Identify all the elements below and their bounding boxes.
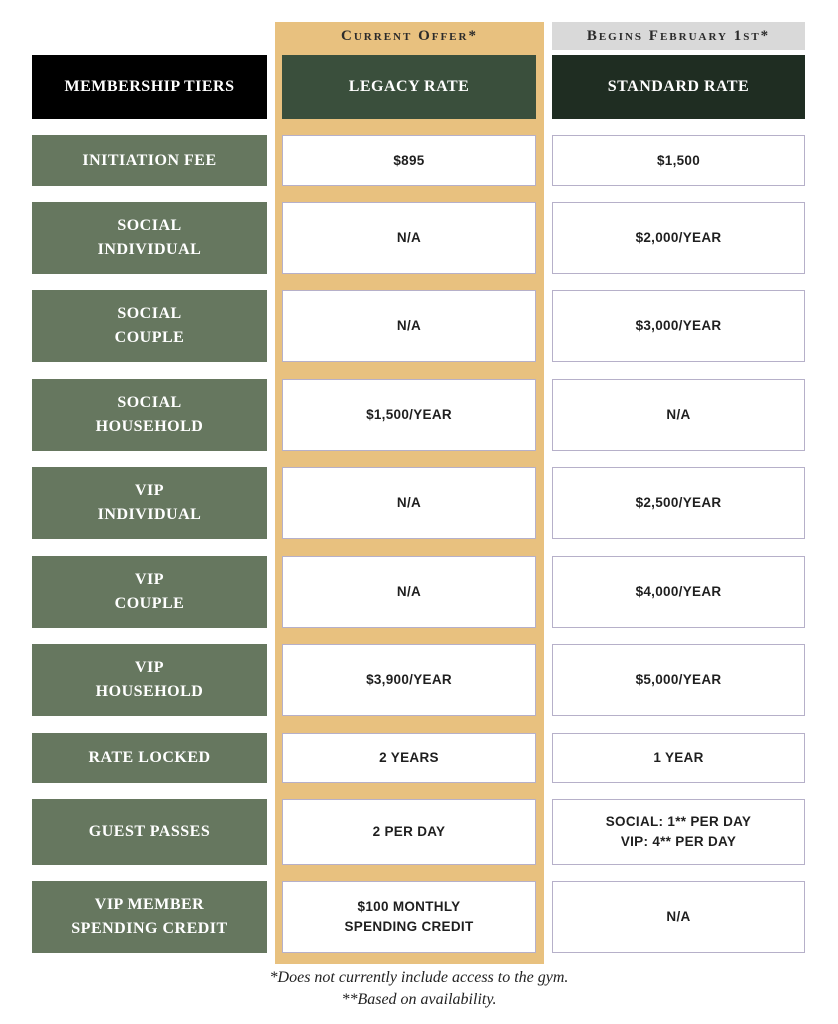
tier-cell: VIP MEMBER SPENDING CREDIT [32, 881, 267, 953]
standard-rate-header: STANDARD RATE [552, 55, 805, 119]
standard-value: N/A [552, 881, 805, 953]
standard-value: $5,000/YEAR [552, 644, 805, 716]
legacy-value: $3,900/YEAR [282, 644, 536, 716]
legacy-value: N/A [282, 467, 536, 539]
legacy-value: $895 [282, 135, 536, 186]
standard-value: 1 YEAR [552, 733, 805, 783]
standard-value: $3,000/YEAR [552, 290, 805, 362]
standard-value: $4,000/YEAR [552, 556, 805, 628]
tier-cell: GUEST PASSES [32, 799, 267, 865]
legacy-value: N/A [282, 556, 536, 628]
standard-value: $1,500 [552, 135, 805, 186]
footnote-gym: *Does not currently include access to the gym. [269, 969, 569, 986]
legacy-value: N/A [282, 290, 536, 362]
standard-value: $2,500/YEAR [552, 467, 805, 539]
footnote-availability: **Based on availability. [341, 991, 497, 1008]
legacy-value: $1,500/YEAR [282, 379, 536, 451]
legacy-value: 2 YEARS [282, 733, 536, 783]
legacy-rate-header: LEGACY RATE [282, 55, 536, 119]
tier-cell: INITIATION FEE [32, 135, 267, 186]
standard-value: $2,000/YEAR [552, 202, 805, 274]
legacy-value: $100 MONTHLY SPENDING CREDIT [282, 881, 536, 953]
tier-cell: VIP INDIVIDUAL [32, 467, 267, 539]
membership-tiers-header: MEMBERSHIP TIERS [32, 55, 267, 119]
tier-cell: SOCIAL INDIVIDUAL [32, 202, 267, 274]
standard-value: SOCIAL: 1** PER DAY VIP: 4** PER DAY [552, 799, 805, 865]
begins-label: Begins February 1st* [552, 22, 805, 50]
standard-value: N/A [552, 379, 805, 451]
current-offer-label: Current Offer* [341, 27, 478, 44]
tier-cell: SOCIAL COUPLE [32, 290, 267, 362]
tier-cell: VIP HOUSEHOLD [32, 644, 267, 716]
tier-cell: RATE LOCKED [32, 733, 267, 783]
legacy-value: N/A [282, 202, 536, 274]
tier-cell: VIP COUPLE [32, 556, 267, 628]
tier-cell: SOCIAL HOUSEHOLD [32, 379, 267, 451]
legacy-value: 2 PER DAY [282, 799, 536, 865]
